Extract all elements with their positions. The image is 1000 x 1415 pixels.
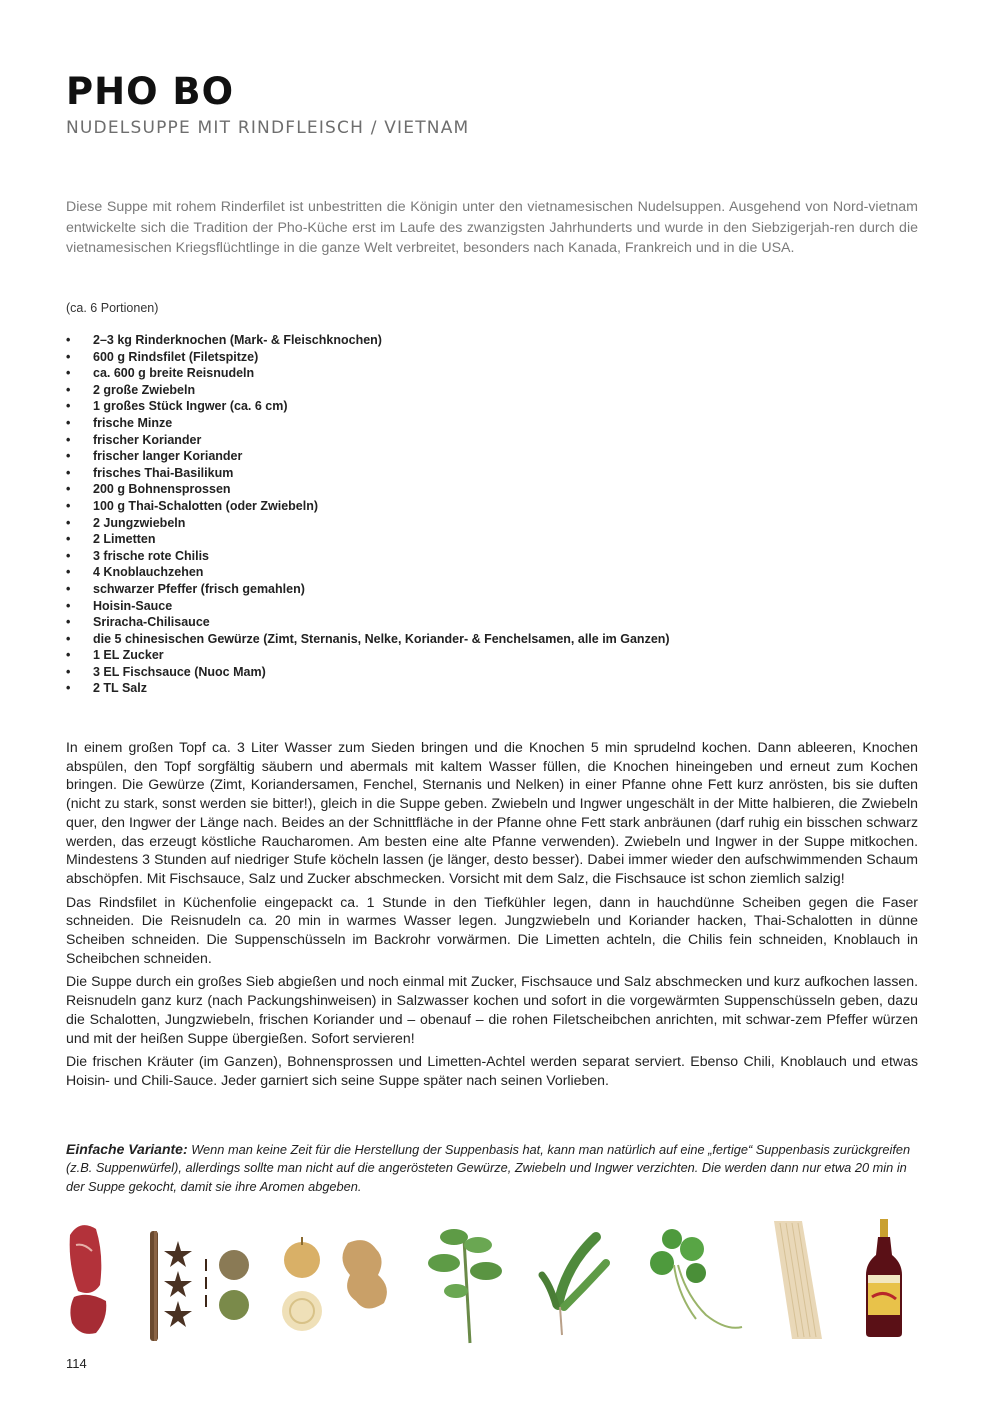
ingredient-item: • 2 Jungzwiebeln bbox=[66, 515, 670, 532]
ingredient-item: • ca. 600 g breite Reisnudeln bbox=[66, 365, 670, 382]
rice-noodles-photo bbox=[774, 1221, 822, 1339]
method-text bbox=[66, 738, 918, 1095]
ingredient-item: • 1 EL Zucker bbox=[66, 647, 670, 664]
ingredient-item: • 3 frische rote Chilis bbox=[66, 548, 670, 565]
ingredient-list bbox=[66, 332, 670, 697]
ingredient-item: • die 5 chinesischen Gewürze (Zimt, Sternanis, Nelke, Koriander- & Fenchelsamen, alle im Ganzen) bbox=[66, 631, 670, 648]
long-coriander-photo bbox=[542, 1237, 606, 1335]
ingredient-item: • 4 Knoblauchzehen bbox=[66, 564, 670, 581]
ingredient-item: • 2–3 kg Rinderknochen (Mark- & Fleischknochen) bbox=[66, 332, 670, 349]
ingredient-item: • 600 g Rindsfilet (Filetspitze) bbox=[66, 349, 670, 366]
recipe-subtitle: NUDELSUPPE MIT RINDFLEISCH / VIETNAM bbox=[66, 118, 470, 138]
variant-text: Wenn man keine Zeit für die Herstellung der Suppenbasis hat, kann man natürlich auf eine „fertige“ Suppenbasis zurückgreifen (z.B. Suppenwürfel), allerdings sollte man nicht auf die angerösteten Gewürze, Zwiebeln und Ingwer verzichten. Die werden dann nur etwa 20 min in der Suppe gekocht, damit sie ihre Aromen abgeben. bbox=[66, 1142, 911, 1194]
ingredient-item: • Hoisin-Sauce bbox=[66, 598, 670, 615]
method-paragraph: Die frischen Kräuter (im Ganzen), Bohnensprossen und Limetten-Achtel werden separat serviert. Ebenso Chili, Knoblauch und etwas Hoisin- und Chili-Sauce. Jeder garniert sich seine Suppe später nach seinen Vorlieben. bbox=[66, 1053, 918, 1088]
mint-photo bbox=[428, 1229, 502, 1343]
ingredient-item: • Sriracha-Chilisauce bbox=[66, 614, 670, 631]
coriander-photo bbox=[650, 1229, 742, 1328]
ingredient-item: • 2 große Zwiebeln bbox=[66, 382, 670, 399]
spices-photo bbox=[150, 1231, 249, 1341]
ingredient-item: • 2 Limetten bbox=[66, 531, 670, 548]
ingredient-item: • schwarzer Pfeffer (frisch gemahlen) bbox=[66, 581, 670, 598]
ingredient-item: • 2 TL Salz bbox=[66, 680, 670, 697]
beef-fillet-photo bbox=[70, 1225, 107, 1334]
ingredient-item: • 1 großes Stück Ingwer (ca. 6 cm) bbox=[66, 398, 670, 415]
variant-note bbox=[66, 1140, 918, 1196]
ingredient-item: • 100 g Thai-Schalotten (oder Zwiebeln) bbox=[66, 498, 670, 515]
portions-note: (ca. 6 Portionen) bbox=[66, 301, 159, 315]
ingredient-photo-strip bbox=[66, 1215, 926, 1345]
intro-paragraph: Diese Suppe mit rohem Rinderfilet ist unbestritten die Königin unter den vietnamesischen Nudelsuppen. Ausgehend von Nord-vietnam entwickelte sich die Tradition der Pho-Küche erst im Laufe des zwanzigsten Jahrhunderts und wurde in den Siebzigerjah-ren durch die vietnamesischen Kriegsflüchtlinge in die ganze Welt verbreitet, besonders nach Kanada, Frankreich und in die USA. bbox=[66, 199, 918, 256]
page-number: 114 bbox=[66, 1356, 87, 1371]
ingredient-item: • frischer langer Koriander bbox=[66, 448, 670, 465]
ingredient-item: • frische Minze bbox=[66, 415, 670, 432]
variant-label: Einfache Variante: bbox=[66, 1141, 188, 1157]
method-paragraph: In einem großen Topf ca. 3 Liter Wasser zum Sieden bringen und die Knochen 5 min sprudelnd kochen. Dann ableeren, Knochen abspülen, den Topf sorgfältig säubern und abermals mit kaltem Wasser füllen, die Knochen hineingeben und erneut zum Kochen bringen. Die Gewürze (Zimt, Koriandersamen, Fenchel, Sternanis und Nelken) in einer Pfanne ohne Fett kurz anrösten, bis sie duften (nicht zu stark, sonst werden sie bitter!), gleich in die Suppe geben. Zwiebeln und Ingwer ungeschält in der Mitte halbieren, die Zwiebeln quer, den Ingwer der Länge nach. Beides an der Schnittfläche in der Pfanne ohne Fett stark anbräunen (darf ruhig ein bisschen schwarz werden, das erzeugt köstliche Raucharomen. Am besten eine alte Pfanne verwenden). Zwiebeln und Ingwer in der Suppe mitkochen. Mindestens 3 Stunden auf niedriger Stufe köcheln lassen (je länger, desto besser). Dabei immer wieder den aufschwimmenden Schaum abschöpfen. Mit Fischsauce, Salz und Zucker abschmecken. Vorsicht mit dem Salz, die Fischsauce ist schon ziemlich salzig! bbox=[66, 739, 918, 886]
recipe-title: PHO BO bbox=[66, 70, 235, 113]
ingredient-item: • 200 g Bohnensprossen bbox=[66, 481, 670, 498]
method-paragraph: Das Rindsfilet in Küchenfolie eingepackt ca. 1 Stunde in den Tiefkühler legen, dann in hauchdünne Scheiben gegen die Faser schneiden. Die Reisnudeln ca. 20 min in warmes Wasser legen. Jungzwiebeln und Koriander hacken, Thai-Schalotten in dünne Scheiben schneiden. Die Suppenschüsseln im Backrohr vorwärmen. Die Limetten achteln, die Chilis fein schneiden, Knoblauch in Scheibchen schneiden. bbox=[66, 893, 918, 966]
ingredient-item: • frischer Koriander bbox=[66, 432, 670, 449]
fish-sauce-bottle-photo bbox=[866, 1219, 902, 1337]
ingredient-item: • frisches Thai-Basilikum bbox=[66, 465, 670, 482]
method-paragraph: Die Suppe durch ein großes Sieb abgießen und noch einmal mit Zucker, Fischsauce und Salz abschmecken und kurz aufkochen lassen. Reisnudeln ganz kurz (nach Packungshinweisen) in Salzwasser kochen und sofort in die vorgewärmten Suppenschüsseln geben, dazu die Schalotten, Jungzwiebeln, frischen Koriander und – obenauf – die rohen Filetscheibchen anrichten, mit schwar-zem Pfeffer würzen und mit der heißen Suppe übergießen. Sofort servieren! bbox=[66, 973, 918, 1046]
ingredient-item: • 3 EL Fischsauce (Nuoc Mam) bbox=[66, 664, 670, 681]
onion-ginger-photo bbox=[282, 1237, 387, 1331]
